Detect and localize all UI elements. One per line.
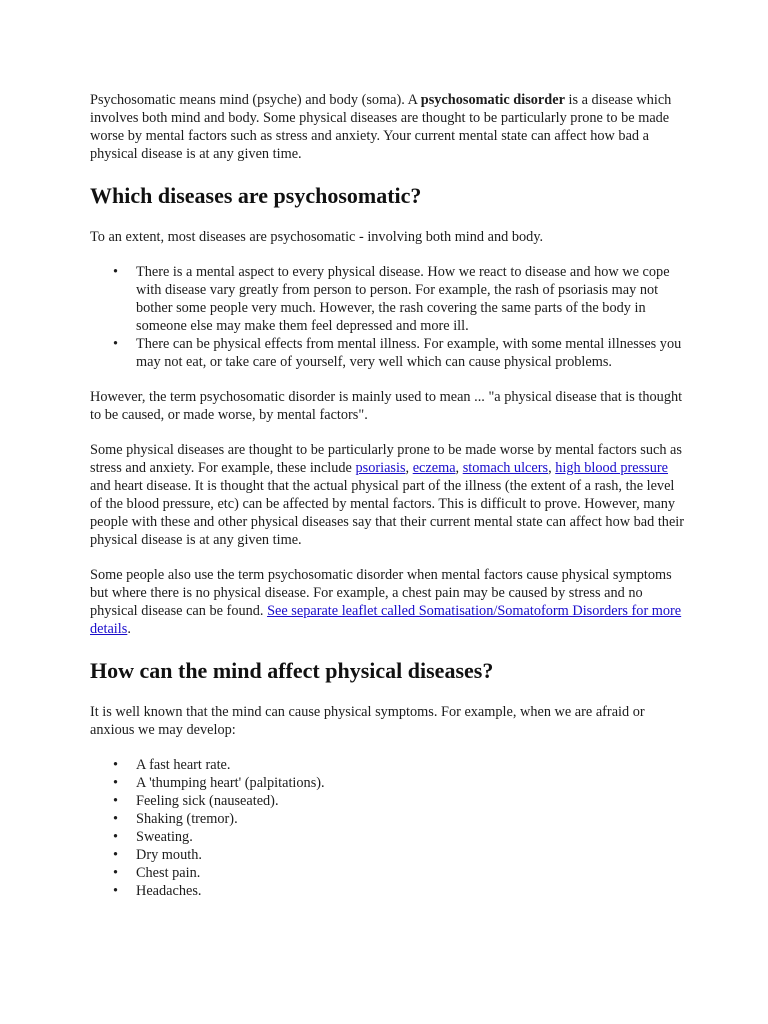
high-blood-pressure-link[interactable]: high blood pressure [555,460,668,476]
conditions-text-2: and heart disease. It is thought that the actual physical part of the illness (the extent of a rash, the level of the blood pressure, etc) can be affected by mental factors. This is difficult to prove. However, many people with these and other physical diseases say that their current mental state can affect how bad their physical disease is at any given time. [90,478,685,548]
somatisation-text-1: Some people also use the term psychosomatic disorder when mental factors cause physical symptoms but where there is no physical disease. For example, a chest pain may be caused by stress and no physical disease can be found. [90,567,672,619]
separator: , [455,460,463,476]
separator: , [548,460,556,476]
list-item: • Dry mouth. [90,846,688,864]
intro-text-1: Psychosomatic means mind (psyche) and body (soma). A [90,92,421,108]
psoriasis-link[interactable]: psoriasis [355,460,406,476]
stomach-ulcers-link[interactable]: stomach ulcers [462,460,549,476]
intro-bold-term: psychosomatic disorder [420,92,565,108]
heading-which-diseases: Which diseases are psychosomatic? [90,183,422,208]
somatisation-leaflet-link[interactable]: See separate leaflet called Somatisation/Somatoform Disorders for more details [90,603,682,637]
list-item: • Headaches. [90,882,688,900]
symptoms-list [90,756,688,900]
list-item: • There can be physical effects from mental illness. For example, with some mental illnesses you may not eat, or take care of yourself, very well which can cause physical problems. [90,335,688,371]
symptoms-intro-paragraph: It is well known that the mind can cause physical symptoms. For example, when we are afraid or anxious we may develop: [90,704,645,738]
heading-how-mind-affects: How can the mind affect physical diseases? [90,658,494,683]
conditions-text-1: Some physical diseases are thought to be particularly prone to be made worse by mental factors such as stress and anxiety. For example, these include [90,442,682,476]
list-item: • Shaking (tremor). [90,810,688,828]
list-item: • A fast heart rate. [90,756,688,774]
list-item: • Sweating. [90,828,688,846]
list-item: • A 'thumping heart' (palpitations). [90,774,688,792]
extent-paragraph: To an extent, most diseases are psychosomatic - involving both mind and body. [90,229,544,245]
eczema-link[interactable]: eczema [412,460,456,476]
conditions-paragraph [90,441,688,549]
list-item: • Feeling sick (nauseated). [90,792,688,810]
list-item: • Chest pain. [90,864,688,882]
separator: , [405,460,413,476]
however-paragraph: However, the term psychosomatic disorder is mainly used to mean ... "a physical disease that is thought to be caused, or made worse, by mental factors". [90,389,683,423]
somatisation-text-2: . [127,621,131,637]
document-body [90,91,688,900]
intro-text-2: is a disease which involves both mind and body. Some physical diseases are thought to be particularly prone to be made worse by mental factors such as stress and anxiety. Your current mental state can affect how bad a physical disease is at any given time. [90,92,672,162]
somatisation-paragraph [90,566,688,638]
aspects-list [90,263,688,371]
list-item: • There is a mental aspect to every physical disease. How we react to disease and how we cope with disease vary greatly from person to person. For example, the rash of psoriasis may not bother some people very much. However, the rash covering the same parts of the body in someone else may make them feel depressed and more ill. [90,263,688,335]
intro-paragraph [90,91,688,163]
